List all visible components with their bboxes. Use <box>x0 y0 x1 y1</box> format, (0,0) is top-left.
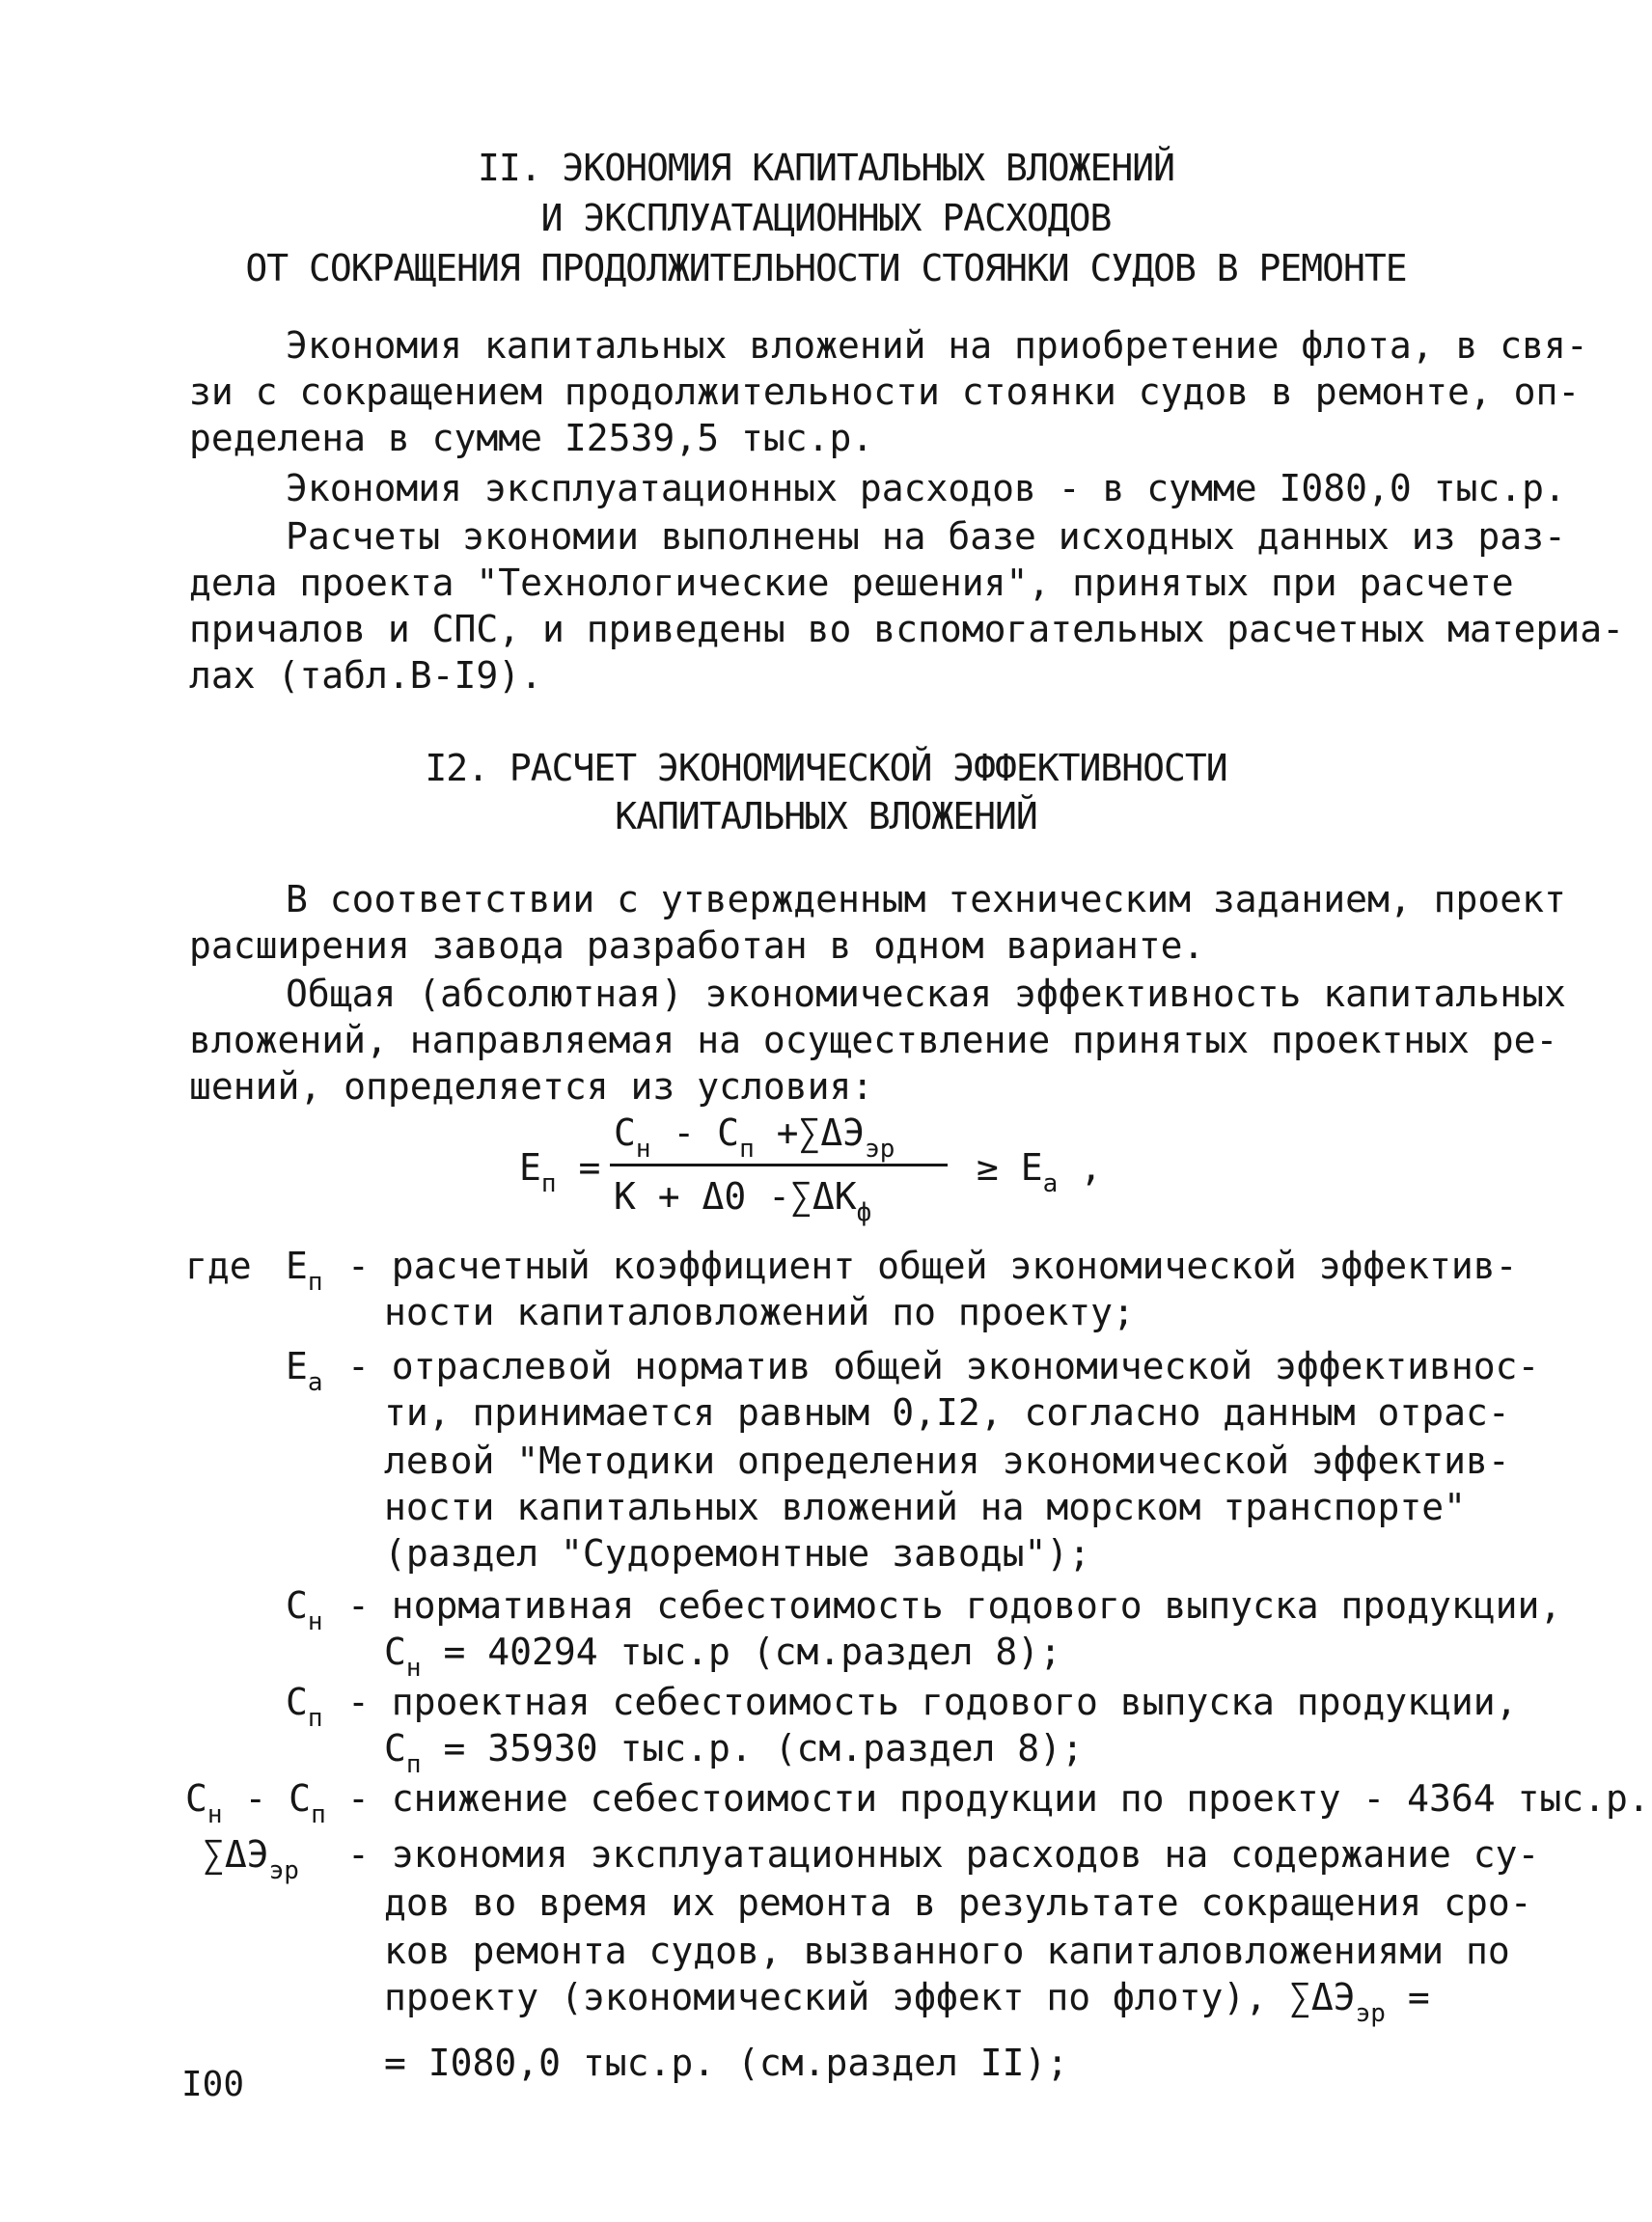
definition-text: $С_п = 35930$ тыс.р. (см.раздел 8); <box>384 1727 1084 1779</box>
section-11-heading-line-1: II. ЭКОНОМИЯ КАПИТАЛЬНЫХ ВЛОЖЕНИЙ <box>478 147 1174 189</box>
definition-text: (раздел "Судоремонтные заводы"); <box>384 1532 1091 1575</box>
paragraph-line: дела проекта "Технологические решения", принятых при расчете <box>189 562 1514 604</box>
definition-text: = I080,0 тыс.р. (см.раздел II); <box>384 2042 1069 2084</box>
paragraph-line: причалов и СПС, и приведены во вспомогательных расчетных материа- <box>189 608 1625 650</box>
definition-symbol: $С_н$ <box>286 1584 323 1636</box>
definition-text: $С_н = 40294$ тыс.р (см.раздел 8); <box>384 1631 1062 1683</box>
formula-numerator: $С_н - С_п +\sum\Delta Э_{эр}$ <box>614 1111 895 1164</box>
definition-text: дов во время их ремонта в результате сокращения сро- <box>384 1881 1532 1924</box>
paragraph-line: ределена в сумме I2539,5 тыс.р. <box>189 417 874 459</box>
definition-text: - снижение себестоимости продукции по проекту - 4364 тыс.р. <box>347 1777 1650 1820</box>
section-11-heading-line-3: ОТ СОКРАЩЕНИЯ ПРОДОЛЖИТЕЛЬНОСТИ СТОЯНКИ СУДОВ В РЕМОНТЕ <box>245 247 1407 289</box>
fraction-bar <box>610 1164 948 1166</box>
definition-text: ности капитальных вложений на морском транспорте" <box>384 1486 1467 1528</box>
section-11-heading-line-2: И ЭКСПЛУАТАЦИОННЫХ РАСХОДОВ <box>540 197 1112 239</box>
paragraph-line: шений, определяется из условия: <box>189 1065 874 1108</box>
formula-lhs: $Е_п$ = <box>519 1146 601 1198</box>
where-label: где <box>185 1245 252 1287</box>
definition-symbol: $С_н - С_п$ <box>185 1777 326 1829</box>
paragraph-line: Общая (абсолютная) экономическая эффективность капитальных <box>286 973 1566 1015</box>
section-12-heading-line-1: I2. РАСЧЕТ ЭКОНОМИЧЕСКОЙ ЭФФЕКТИВНОСТИ <box>425 747 1227 789</box>
page-number: I00 <box>181 2065 245 2104</box>
paragraph-line: Экономия эксплуатационных расходов - в сумме I080,0 тыс.р. <box>286 467 1566 509</box>
definition-text: - отраслевой норматив общей экономической эффективнос- <box>347 1345 1540 1387</box>
paragraph-line: Расчеты экономии выполнены на базе исходных данных из раз- <box>286 515 1566 558</box>
definition-text: проекту (экономический эффект по флоту), $\sum\Delta Э_{эр}$ = <box>384 1976 1430 2028</box>
formula-rhs: ≥ $Е_а$ , <box>977 1146 1103 1198</box>
definition-symbol: $Е_а$ <box>286 1345 323 1397</box>
definition-text: ности капиталовложений по проекту; <box>384 1291 1135 1333</box>
paragraph-line: расширения завода разработан в одном варианте. <box>189 924 1205 967</box>
definition-text: левой "Методики определения экономической эффектив- <box>384 1440 1510 1482</box>
paragraph-line: зи с сокращением продолжительности стоянки судов в ремонте, оп- <box>189 370 1581 413</box>
paragraph-line: вложений, направляемая на осуществление принятых проектных ре- <box>189 1019 1558 1061</box>
paragraph-line: В соответствии с утвержденным техническим заданием, проект <box>286 878 1566 920</box>
paragraph-line: Экономия капитальных вложений на приобретение флота, в свя- <box>286 324 1588 367</box>
definition-text: ти, принимается равным 0,I2, согласно данным отрас- <box>384 1391 1510 1434</box>
section-12-heading-line-2: КАПИТАЛЬНЫХ ВЛОЖЕНИЙ <box>615 795 1037 837</box>
definition-symbol: $\sum\Delta Э_{эр}$ <box>203 1833 299 1885</box>
definition-text: ков ремонта судов, вызванного капиталовложениями по <box>384 1930 1510 1972</box>
formula-denominator: К + Δ0 $-\sum\Delta К_ф$ <box>614 1175 872 1227</box>
definition-text: - расчетный коэффициент общей экономической эффектив- <box>347 1245 1518 1287</box>
definition-symbol: $Е_п$ <box>286 1245 323 1297</box>
definition-symbol: $С_п$ <box>286 1681 323 1733</box>
definition-text: - проектная себестоимость годового выпуска продукции, <box>347 1681 1518 1723</box>
definition-text: - экономия эксплуатационных расходов на содержание су- <box>347 1833 1540 1876</box>
definition-text: - нормативная себестоимость годового выпуска продукции, <box>347 1584 1562 1627</box>
paragraph-line: лах (табл.В-I9). <box>189 654 543 697</box>
